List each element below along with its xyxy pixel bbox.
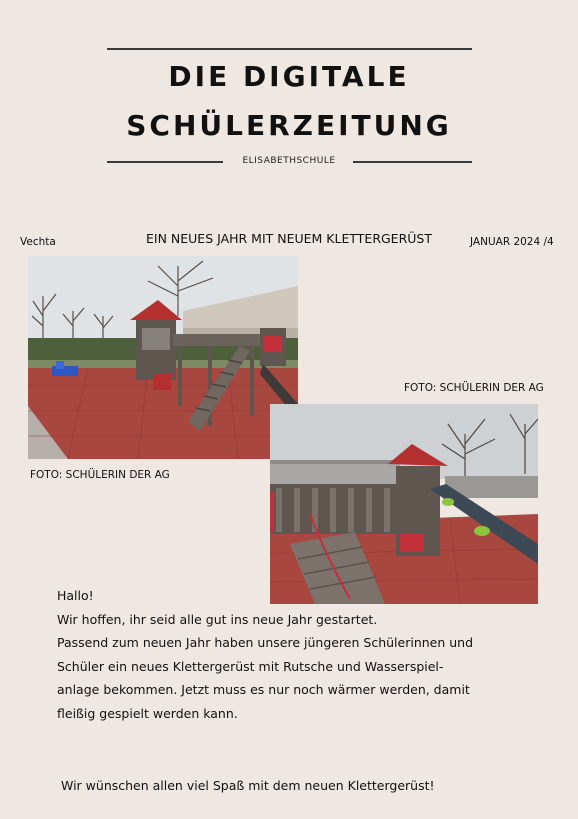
issue-date: JANUAR 2024 /4 [470, 236, 554, 248]
playground-photo-2 [270, 404, 538, 604]
right-sub-rule [353, 161, 472, 163]
body-line-3: Passend zum neuen Jahr haben unsere jüngeren Schülerinnen und [57, 635, 474, 650]
photo-2-caption: FOTO: SCHÜLERIN DER AG [404, 382, 544, 394]
body-line-1: Hallo! [57, 588, 94, 603]
top-rule [107, 48, 472, 50]
closing-line: Wir wünschen allen viel Spaß mit dem neuen Klettergerüst! [61, 778, 435, 793]
article-body [57, 584, 527, 725]
location: Vechta [20, 236, 56, 248]
school-name: ELISABETHSCHULE [242, 156, 336, 166]
newspaper-title-line2: SCHÜLERZEITUNG [126, 109, 452, 142]
playground-photo-1 [28, 256, 298, 459]
body-line-4: Schüler ein neues Klettergerüst mit Rutsche und Wasserspiel- [57, 658, 444, 674]
article-headline: EIN NEUES JAHR MIT NEUEM KLETTERGERÜST [145, 231, 432, 246]
newspaper-title-line1: DIE DIGITALE [168, 60, 410, 93]
photo-1-caption: FOTO: SCHÜLERIN DER AG [30, 469, 170, 481]
body-line-5: anlage bekommen. Jetzt muss es nur noch wärmer werden, damit [57, 682, 470, 697]
body-line-2: Wir hoffen, ihr seid alle gut ins neue Jahr gestartet. [57, 611, 378, 627]
playground-photo-1-image [28, 256, 298, 459]
playground-photo-2-image [270, 404, 538, 604]
body-line-6: fleißig gespielt werden kann. [57, 705, 238, 721]
